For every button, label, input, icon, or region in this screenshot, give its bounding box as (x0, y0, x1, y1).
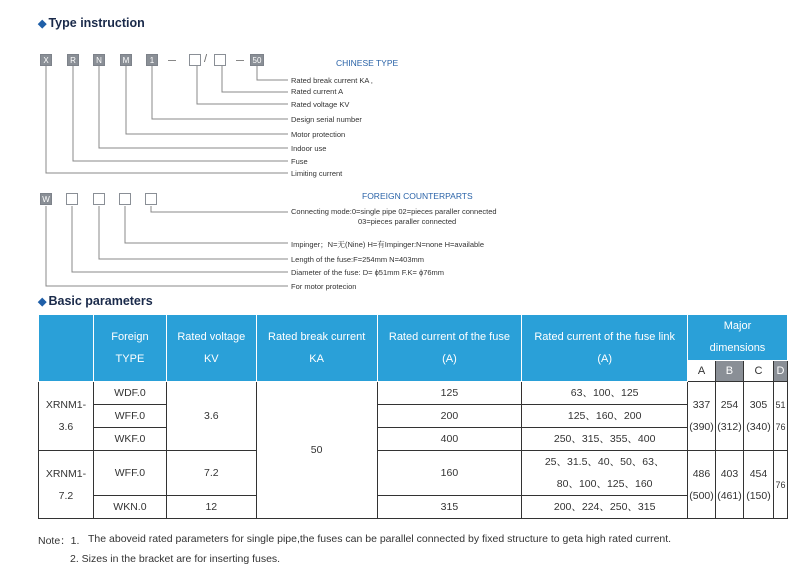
basic-parameters-title: ◆ Basic parameters (38, 294, 153, 308)
code-box-r: R (67, 54, 79, 66)
header-dim-b: B (715, 360, 743, 381)
table-row (39, 428, 788, 451)
chinese-type-header: CHINESE TYPE (336, 58, 399, 68)
dim-a-cell: 486 (500) (688, 451, 716, 519)
note-prefix: Note：1. (38, 535, 80, 547)
type-instruction-title: ◆ Type instruction (38, 16, 145, 30)
fuse-current-cell: 400 (377, 428, 522, 451)
label-indoor-use: Indoor use (291, 144, 327, 153)
code-box-voltage (189, 54, 201, 66)
fuse-current-cell: 315 (377, 496, 522, 519)
foreign-type-header: FOREIGN COUNTERPARTS (362, 191, 473, 201)
header-rated-break-current: Rated break current KA (256, 315, 377, 382)
fuse-current-cell: 200 (377, 405, 522, 428)
dim-a-cell: 337 (390) (688, 382, 716, 451)
code-box-1: 1 (146, 54, 158, 66)
header-major-dimensions: Major dimensions (688, 315, 788, 361)
model-cell-7-2: XRNM1- 7.2 (39, 451, 94, 519)
table-row (39, 382, 788, 405)
code-box-x: X (40, 54, 52, 66)
link-current-cell: 63、100、125 (522, 382, 688, 405)
link-current-cell: 200、224、250、315 (522, 496, 688, 519)
note-line-2: 2. Sizes in the bracket are for inserting fuses. (70, 553, 281, 565)
header-rated-current-fuse-link: Rated current of the fuse link (A) (522, 315, 688, 382)
break-current-cell: 50 (256, 382, 377, 519)
label-rated-break-current: Rated break current KA ‚ (291, 76, 373, 85)
label-rated-current: Rated current A (291, 87, 344, 96)
table-header-row (39, 315, 788, 361)
code-box-length (93, 193, 105, 205)
slash-separator: / (204, 53, 208, 65)
header-blank (39, 315, 94, 382)
label-motor-protecion: For motor protecion (291, 282, 357, 291)
voltage-cell: 12 (166, 496, 256, 519)
diamond-bullet-icon: ◆ (38, 18, 47, 30)
header-dim-d: D (773, 360, 787, 381)
code-box-current (214, 54, 226, 66)
label-rated-voltage: Rated voltage KV (291, 100, 350, 109)
table-row (39, 451, 788, 496)
code-box-w: W (40, 193, 52, 205)
link-current-cell: 250、315、355、400 (522, 428, 688, 451)
foreign-type-cell: WFF.0 (93, 405, 166, 428)
code-box-n: N (93, 54, 105, 66)
link-current-cell: 125、160、200 (522, 405, 688, 428)
header-rated-current-fuse: Rated current of the fuse (A) (377, 315, 522, 382)
header-foreign-type: Foreign TYPE (93, 315, 166, 382)
fuse-current-cell: 160 (377, 451, 522, 496)
label-fuse-length: Length of the fuse:F=254mm N=403mm (291, 255, 424, 264)
label-motor-protection: Motor protection (291, 130, 346, 139)
code-box-impinger (119, 193, 131, 205)
voltage-cell: 3.6 (166, 382, 256, 451)
dash-separator (236, 60, 244, 61)
header-dim-a: A (688, 360, 716, 381)
table-row (39, 405, 788, 428)
foreign-type-cell: WKF.0 (93, 428, 166, 451)
label-fuse: Fuse (291, 157, 308, 166)
code-box-50: 50 (250, 54, 264, 66)
dim-c-cell: 305 (340) (743, 382, 773, 451)
code-box-diameter (66, 193, 78, 205)
link-current-cell: 25、31.5、40、50、63、 80、100、125、160 (522, 451, 688, 496)
parameters-table (38, 314, 788, 519)
foreign-type-cell: WDF.0 (93, 382, 166, 405)
note-line-1: The aboveid rated parameters for single pipe,the fuses can be parallel connected by fixed structure to geta high rated current. (88, 533, 672, 545)
dim-c-cell: 454 (150) (743, 451, 773, 519)
dim-d-cell: 76 (773, 451, 787, 519)
label-fuse-diameter: Diameter of the fuse: D= ϕ51mm F.K= ϕ76mm (291, 268, 445, 277)
foreign-type-cell: WFF.0 (93, 451, 166, 496)
label-limiting-current: Limiting current (291, 169, 343, 178)
code-box-connecting (145, 193, 157, 205)
dim-d-cell: 51 76 (773, 382, 787, 451)
code-box-m: M (120, 54, 132, 66)
model-cell-3-6: XRNM1- 3.6 (39, 382, 94, 451)
header-dim-c: C (743, 360, 773, 381)
foreign-type-cell: WKN.0 (93, 496, 166, 519)
label-impinger: Impinger；N=无(Nine) H=有Impinger:N=none H=available (291, 240, 485, 249)
label-connecting-mode-2: 03=pieces paraller connected (358, 217, 457, 226)
fuse-current-cell: 125 (377, 382, 522, 405)
table-row (39, 496, 788, 519)
header-rated-voltage: Rated voltage KV (166, 315, 256, 382)
diamond-bullet-icon: ◆ (38, 296, 47, 308)
label-connecting-mode: Connecting mode:0=single pipe 02=pieces paraller connected (291, 207, 497, 216)
dim-b-cell: 403 (461) (715, 451, 743, 519)
dash-separator (168, 60, 176, 61)
dim-b-cell: 254 (312) (715, 382, 743, 451)
label-design-serial: Design serial number (291, 115, 362, 124)
voltage-cell: 7.2 (166, 451, 256, 496)
